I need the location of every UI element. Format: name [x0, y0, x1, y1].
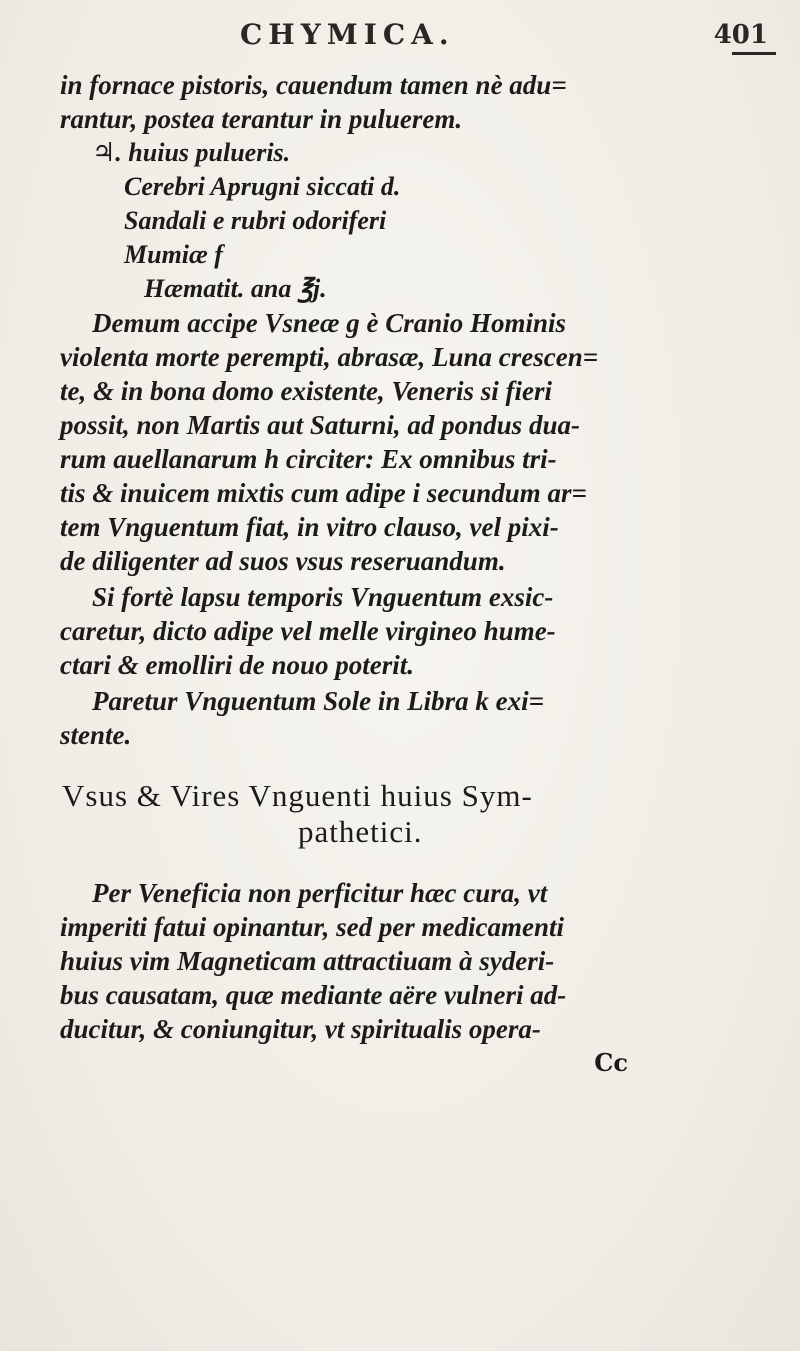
- text-line: in fornace pistoris, cauendum tamen nè adu=: [60, 70, 567, 100]
- text-line: imperiti fatui opinantur, sed per medicamenti: [60, 912, 565, 942]
- page-number: 401: [713, 20, 768, 50]
- text-line: te, & in bona domo existente, Veneris si fieri: [60, 376, 553, 406]
- recipe-line: ♃. huius pulueris.: [92, 138, 291, 167]
- text-line: Si fortè lapsu temporis Vnguentum exsic-: [92, 582, 554, 612]
- text-line: Paretur Vnguentum Sole in Libra k exi=: [92, 686, 544, 716]
- running-head: CHYMICA.: [240, 18, 455, 51]
- text-line: ctari & emolliri de nouo poterit.: [60, 650, 415, 680]
- recipe-line: Mumiæ f: [124, 240, 223, 269]
- text-line: caretur, dicto adipe vel melle virgineo hume-: [60, 616, 556, 646]
- page-header: [0, 10, 800, 70]
- text-line: Per Veneficia non perficitur hæc cura, vt: [92, 878, 548, 908]
- folio-underline: [732, 52, 776, 55]
- text-line: rum auellanarum h circiter: Ex omnibus tri-: [60, 444, 557, 474]
- section-heading-cont: pathetici.: [298, 814, 423, 849]
- text-line: ducitur, & coniungitur, vt spiritualis opera-: [60, 1014, 541, 1044]
- text-line: de diligenter ad suos vsus reseruandum.: [60, 546, 506, 576]
- text-line: tem Vnguentum fiat, in vitro clauso, vel pixi-: [60, 512, 559, 542]
- text-line: stente.: [60, 720, 132, 750]
- recipe-line: Cerebri Aprugni siccati d.: [124, 172, 401, 201]
- text-line: possit, non Martis aut Saturni, ad pondus dua-: [60, 410, 580, 440]
- catchword: Cc: [594, 1048, 628, 1077]
- recipe-line: Sandali e rubri odoriferi: [124, 206, 387, 235]
- text-line: rantur, postea terantur in puluerem.: [60, 104, 463, 134]
- text-line: tis & inuicem mixtis cum adipe i secundum ar=: [60, 478, 587, 508]
- text-line: huius vim Magneticam attractiuam à syderi-: [60, 946, 555, 976]
- recipe-line: Hæmatit. ana ℥j.: [144, 274, 327, 303]
- text-line: bus causatam, quæ mediante aëre vulneri ad-: [60, 980, 567, 1010]
- text-line: violenta morte perempti, abrasæ, Luna crescen=: [60, 342, 599, 372]
- section-heading: Vsus & Vires Vnguenti huius Sym-: [62, 778, 533, 813]
- text-line: Demum accipe Vsneæ g è Cranio Hominis: [92, 308, 567, 338]
